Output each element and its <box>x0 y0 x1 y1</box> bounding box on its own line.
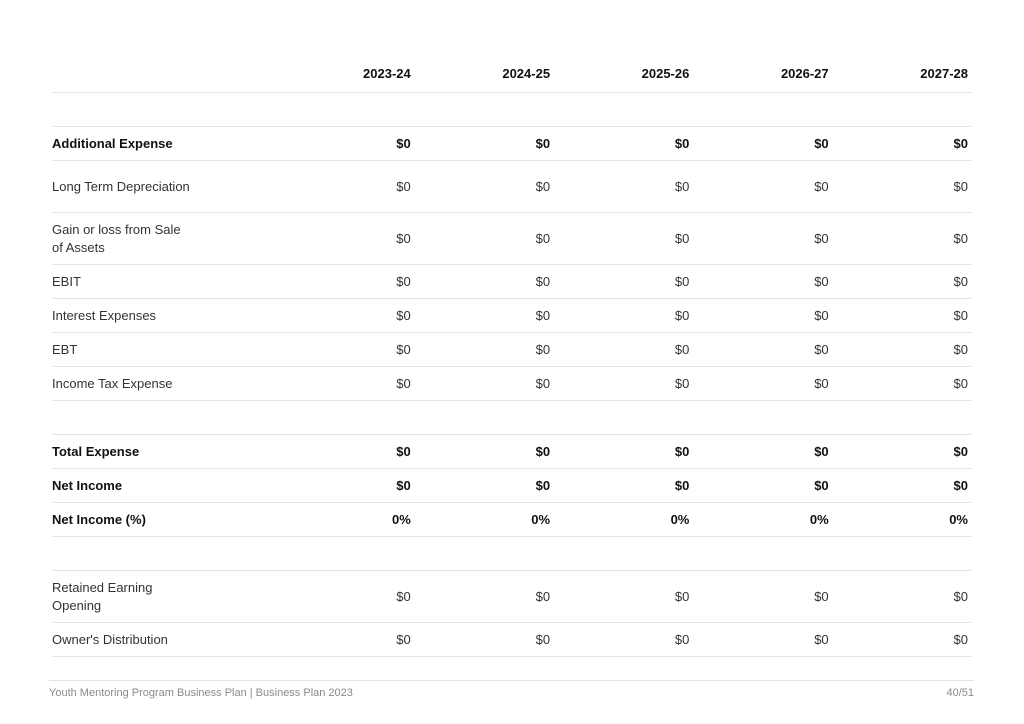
spacer-cell <box>693 401 832 435</box>
table-row <box>52 435 972 469</box>
table-row <box>52 469 972 503</box>
table-row <box>52 623 972 657</box>
header-label-cell <box>52 55 195 93</box>
table-row <box>52 503 972 537</box>
value-cell: $0 <box>415 161 554 213</box>
spacer-cell <box>833 401 972 435</box>
value-cell: $0 <box>275 127 414 161</box>
value-cell: $0 <box>415 469 554 503</box>
spacer-cell <box>693 537 832 571</box>
spacer-row <box>52 93 972 127</box>
value-cell: $0 <box>554 571 693 623</box>
value-cell: $0 <box>833 571 972 623</box>
gap-cell <box>195 299 275 333</box>
row-label: Net Income <box>52 469 195 503</box>
value-cell: $0 <box>275 213 414 265</box>
income-statement-table <box>52 55 972 657</box>
column-header: 2025-26 <box>554 55 693 93</box>
column-header: 2024-25 <box>415 55 554 93</box>
footer-title: Youth Mentoring Program Business Plan | Business Plan 2023 <box>49 687 353 699</box>
table-row <box>52 127 972 161</box>
value-cell: 0% <box>693 503 832 537</box>
table-row <box>52 161 972 213</box>
value-cell: 0% <box>415 503 554 537</box>
table-body <box>52 93 972 657</box>
spacer-cell <box>415 93 554 127</box>
spacer-cell <box>275 537 414 571</box>
value-cell: $0 <box>554 127 693 161</box>
spacer-cell <box>833 93 972 127</box>
value-cell: $0 <box>833 213 972 265</box>
table-row <box>52 333 972 367</box>
spacer-cell <box>833 537 972 571</box>
column-header: 2026-27 <box>693 55 832 93</box>
value-cell: $0 <box>275 367 414 401</box>
row-label: EBIT <box>52 265 195 299</box>
gap-cell <box>195 333 275 367</box>
row-label: Net Income (%) <box>52 503 195 537</box>
spacer-cell <box>52 537 195 571</box>
value-cell: $0 <box>833 367 972 401</box>
value-cell: $0 <box>833 265 972 299</box>
value-cell: $0 <box>275 333 414 367</box>
table-header-row <box>52 55 972 93</box>
value-cell: $0 <box>415 127 554 161</box>
spacer-cell <box>195 93 275 127</box>
value-cell: $0 <box>693 299 832 333</box>
value-cell: $0 <box>415 333 554 367</box>
row-label: Total Expense <box>52 435 195 469</box>
value-cell: $0 <box>693 333 832 367</box>
value-cell: $0 <box>554 435 693 469</box>
value-cell: $0 <box>833 127 972 161</box>
value-cell: $0 <box>275 435 414 469</box>
column-header: 2027-28 <box>833 55 972 93</box>
value-cell: $0 <box>554 213 693 265</box>
row-label: Interest Expenses <box>52 299 195 333</box>
table-row <box>52 571 972 623</box>
value-cell: $0 <box>275 469 414 503</box>
value-cell: $0 <box>275 623 414 657</box>
gap-cell <box>195 265 275 299</box>
value-cell: $0 <box>554 333 693 367</box>
spacer-cell <box>554 537 693 571</box>
value-cell: $0 <box>693 435 832 469</box>
gap-cell <box>195 503 275 537</box>
value-cell: $0 <box>693 265 832 299</box>
value-cell: 0% <box>275 503 414 537</box>
value-cell: $0 <box>693 623 832 657</box>
gap-cell <box>195 161 275 213</box>
column-header: 2023-24 <box>275 55 414 93</box>
spacer-cell <box>554 401 693 435</box>
spacer-cell <box>275 93 414 127</box>
value-cell: $0 <box>415 213 554 265</box>
gap-cell <box>195 213 275 265</box>
value-cell: 0% <box>554 503 693 537</box>
value-cell: $0 <box>833 435 972 469</box>
value-cell: $0 <box>415 367 554 401</box>
row-label: Long Term Depreciation <box>52 161 195 213</box>
value-cell: $0 <box>693 571 832 623</box>
row-label: Retained Earning Opening <box>52 571 195 623</box>
spacer-cell <box>275 401 414 435</box>
gap-cell <box>195 435 275 469</box>
value-cell: $0 <box>275 161 414 213</box>
value-cell: $0 <box>693 161 832 213</box>
spacer-cell <box>415 401 554 435</box>
table-row <box>52 265 972 299</box>
value-cell: $0 <box>415 265 554 299</box>
value-cell: 0% <box>833 503 972 537</box>
value-cell: $0 <box>415 571 554 623</box>
table-row <box>52 367 972 401</box>
spacer-cell <box>52 93 195 127</box>
value-cell: $0 <box>415 299 554 333</box>
page-number: 40/51 <box>946 687 974 699</box>
gap-cell <box>195 623 275 657</box>
value-cell: $0 <box>693 213 832 265</box>
page-footer <box>49 680 974 705</box>
value-cell: $0 <box>693 367 832 401</box>
gap-cell <box>195 571 275 623</box>
gap-cell <box>195 127 275 161</box>
spacer-cell <box>554 93 693 127</box>
value-cell: $0 <box>275 265 414 299</box>
spacer-cell <box>693 93 832 127</box>
header-gap-cell <box>195 55 275 93</box>
spacer-cell <box>195 537 275 571</box>
value-cell: $0 <box>554 161 693 213</box>
spacer-cell <box>52 401 195 435</box>
value-cell: $0 <box>554 265 693 299</box>
value-cell: $0 <box>693 469 832 503</box>
value-cell: $0 <box>554 469 693 503</box>
value-cell: $0 <box>554 367 693 401</box>
value-cell: $0 <box>833 333 972 367</box>
spacer-cell <box>195 401 275 435</box>
row-label: Additional Expense <box>52 127 195 161</box>
row-label: EBT <box>52 333 195 367</box>
value-cell: $0 <box>275 571 414 623</box>
value-cell: $0 <box>554 623 693 657</box>
value-cell: $0 <box>833 161 972 213</box>
value-cell: $0 <box>415 435 554 469</box>
value-cell: $0 <box>415 623 554 657</box>
spacer-row <box>52 537 972 571</box>
row-label: Owner's Distribution <box>52 623 195 657</box>
gap-cell <box>195 367 275 401</box>
value-cell: $0 <box>833 469 972 503</box>
value-cell: $0 <box>275 299 414 333</box>
value-cell: $0 <box>833 299 972 333</box>
table-row <box>52 213 972 265</box>
table-row <box>52 299 972 333</box>
gap-cell <box>195 469 275 503</box>
value-cell: $0 <box>554 299 693 333</box>
row-label: Gain or loss from Sale of Assets <box>52 213 195 265</box>
value-cell: $0 <box>693 127 832 161</box>
spacer-cell <box>415 537 554 571</box>
row-label: Income Tax Expense <box>52 367 195 401</box>
spacer-row <box>52 401 972 435</box>
value-cell: $0 <box>833 623 972 657</box>
